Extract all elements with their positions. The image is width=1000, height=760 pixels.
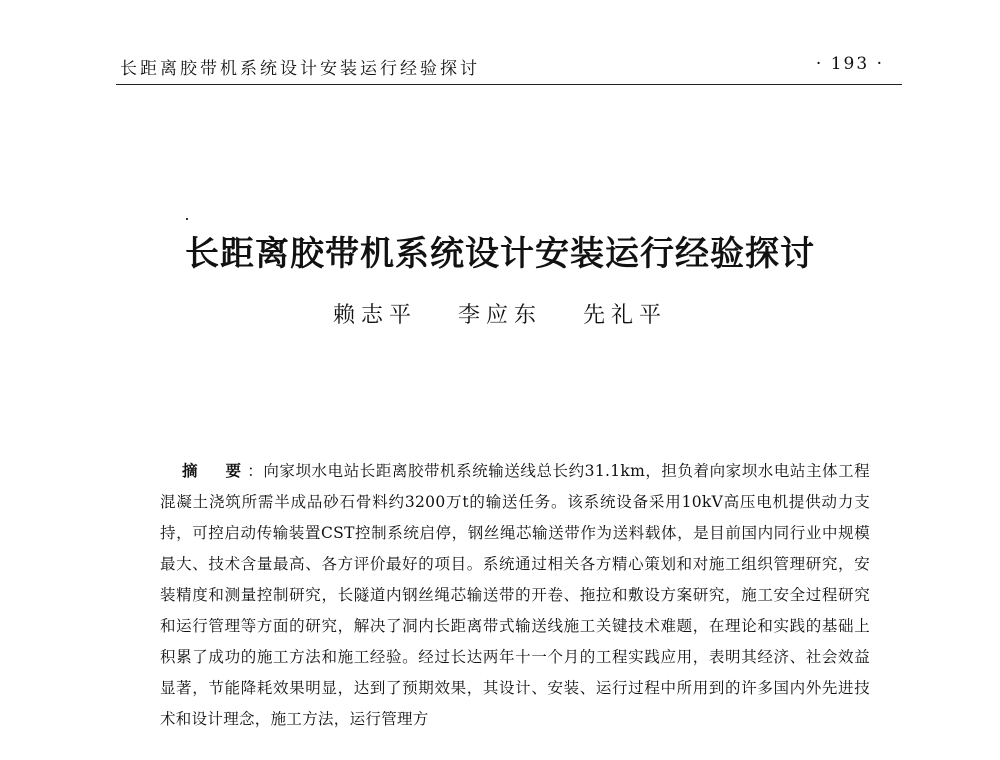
abstract-label: 摘 要 [182, 461, 248, 480]
author-name: 李应东 [457, 303, 542, 328]
author-list [0, 298, 1000, 329]
paper-title: 长距离胶带机系统设计安装运行经验探讨 [185, 234, 815, 274]
scan-speck [186, 218, 188, 220]
running-header [120, 52, 896, 82]
abstract [160, 455, 870, 735]
header-rule [116, 84, 902, 85]
running-header-title: 长距离胶带机系统设计安装运行经验探讨 [120, 59, 480, 79]
author-name: 赖志平 [332, 303, 417, 328]
page-number: · 193 · [815, 54, 884, 74]
abstract-text: ：向家坝水电站长距离胶带机系统输送线总长约31.1km，担负着向家坝水电站主体工程混凝土浇筑所需半成品砂石骨料约3200万t的输送任务。该系统设备采用10kV高压电机提供动力支持，可控启动传输装置CST控制系统启停，钢丝绳芯输送带作为送料载体，是目前国内同行业中规模最大、技术含量最高、各方评价最好的项目。系统通过相关各方精心策划和对施工组织管理研究，安装精度和测量控制研究，长隧道内钢丝绳芯输送带的开卷、拖拉和敷设方案研究，施工安全过程研究和运行管理等方面的研究，解决了洞内长距离带式输送线施工关键技术难题，在理论和实践的基础上积累了成功的施工方法和施工经验。经过长达两年十一个月的工程实践应用，表明其经济、社会效益显著，节能降耗效果明显，达到了预期效果，其设计、安装、运行过程中所用到的许多国内外先进技术和设计理念，施工方法，运行管理方 [160, 462, 870, 728]
author-name: 先礼平 [583, 303, 668, 328]
